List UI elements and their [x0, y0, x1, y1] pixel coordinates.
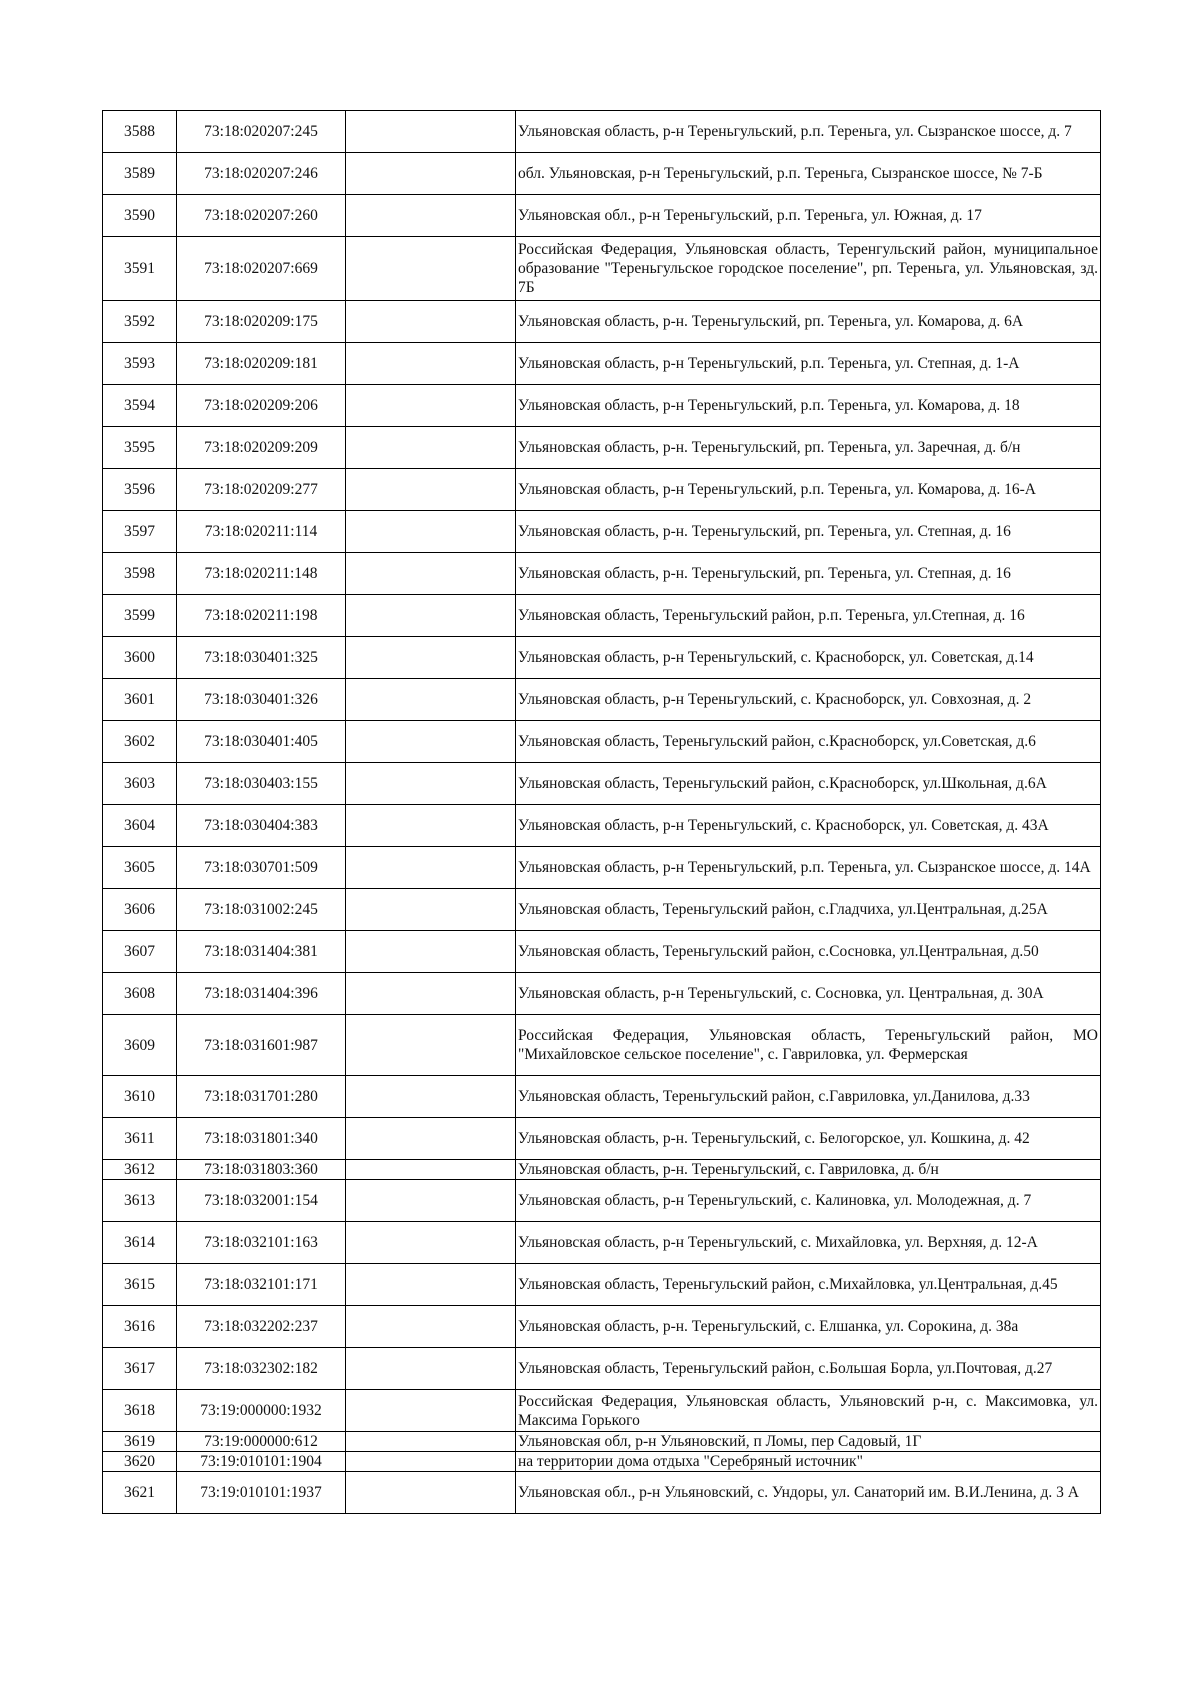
table-row — [103, 385, 1101, 427]
row-number: 3601 — [103, 679, 177, 721]
row-number: 3593 — [103, 343, 177, 385]
empty-cell — [346, 1306, 516, 1348]
table-row — [103, 1118, 1101, 1160]
address-cell: Ульяновская обл., р-н Тереньгульский, р.п. Тереньга, ул. Южная, д. 17 — [516, 195, 1101, 237]
row-number: 3589 — [103, 153, 177, 195]
cadastral-number: 73:18:030701:509 — [177, 847, 346, 889]
cadastral-number: 73:18:032202:237 — [177, 1306, 346, 1348]
cadastral-number: 73:18:020209:181 — [177, 343, 346, 385]
row-number: 3598 — [103, 553, 177, 595]
table-row — [103, 1160, 1101, 1180]
cadastral-number: 73:18:031002:245 — [177, 889, 346, 931]
table-row — [103, 1180, 1101, 1222]
empty-cell — [346, 343, 516, 385]
address-cell: Ульяновская область, Тереньгульский район, с.Большая Борла, ул.Почтовая, д.27 — [516, 1348, 1101, 1390]
table-row — [103, 111, 1101, 153]
cadastral-number: 73:18:020207:260 — [177, 195, 346, 237]
cadastral-number: 73:18:032001:154 — [177, 1180, 346, 1222]
row-number: 3612 — [103, 1160, 177, 1180]
empty-cell — [346, 1348, 516, 1390]
row-number: 3611 — [103, 1118, 177, 1160]
registry-body — [103, 111, 1101, 1514]
address-cell: Ульяновская область, р-н. Тереньгульский, рп. Тереньга, ул. Комарова, д. 6А — [516, 301, 1101, 343]
row-number: 3614 — [103, 1222, 177, 1264]
row-number: 3590 — [103, 195, 177, 237]
table-row — [103, 763, 1101, 805]
table-row — [103, 595, 1101, 637]
cadastral-number: 73:19:010101:1937 — [177, 1472, 346, 1514]
table-row — [103, 1452, 1101, 1472]
empty-cell — [346, 111, 516, 153]
empty-cell — [346, 679, 516, 721]
empty-cell — [346, 301, 516, 343]
table-row — [103, 1076, 1101, 1118]
cadastral-number: 73:18:030403:155 — [177, 763, 346, 805]
address-cell: Ульяновская обл., р-н Ульяновский, с. Ундоры, ул. Санаторий им. В.И.Ленина, д. 3 А — [516, 1472, 1101, 1514]
cadastral-number: 73:18:031404:396 — [177, 973, 346, 1015]
row-number: 3595 — [103, 427, 177, 469]
address-cell: Ульяновская область, р-н Тереньгульский, р.п. Тереньга, ул. Сызранское шоссе, д. 14А — [516, 847, 1101, 889]
address-cell: Ульяновская область, р-н. Тереньгульский, с. Елшанка, ул. Сорокина, д. 38а — [516, 1306, 1101, 1348]
empty-cell — [346, 931, 516, 973]
table-row — [103, 427, 1101, 469]
cadastral-number: 73:18:020207:245 — [177, 111, 346, 153]
address-cell: Ульяновская область, Тереньгульский район, с.Михайловка, ул.Центральная, д.45 — [516, 1264, 1101, 1306]
empty-cell — [346, 195, 516, 237]
cadastral-number: 73:18:020211:198 — [177, 595, 346, 637]
row-number: 3591 — [103, 237, 177, 301]
table-row — [103, 721, 1101, 763]
table-row — [103, 1264, 1101, 1306]
address-cell: Ульяновская область, р-н Тереньгульский, с. Красноборск, ул. Совхозная, д. 2 — [516, 679, 1101, 721]
address-cell: Ульяновская область, р-н Тереньгульский, р.п. Тереньга, ул. Комарова, д. 18 — [516, 385, 1101, 427]
empty-cell — [346, 889, 516, 931]
cadastral-number: 73:18:030404:383 — [177, 805, 346, 847]
empty-cell — [346, 1432, 516, 1452]
empty-cell — [346, 1390, 516, 1432]
registry-table — [102, 110, 1101, 1514]
row-number: 3609 — [103, 1015, 177, 1076]
empty-cell — [346, 805, 516, 847]
row-number: 3599 — [103, 595, 177, 637]
empty-cell — [346, 385, 516, 427]
empty-cell — [346, 847, 516, 889]
row-number: 3588 — [103, 111, 177, 153]
row-number: 3604 — [103, 805, 177, 847]
address-cell: Российская Федерация, Ульяновская область, Тереньгульский район, МО "Михайловское сельское поселение", с. Гавриловка, ул. Фермерская — [516, 1015, 1101, 1076]
address-cell: Ульяновская область, р-н Тереньгульский, с. Красноборск, ул. Советская, д.14 — [516, 637, 1101, 679]
address-cell: Ульяновская область, Тереньгульский район, с.Красноборск, ул.Советская, д.6 — [516, 721, 1101, 763]
table-row — [103, 343, 1101, 385]
row-number: 3613 — [103, 1180, 177, 1222]
table-row — [103, 153, 1101, 195]
cadastral-number: 73:18:030401:325 — [177, 637, 346, 679]
row-number: 3603 — [103, 763, 177, 805]
empty-cell — [346, 153, 516, 195]
row-number: 3606 — [103, 889, 177, 931]
table-row — [103, 847, 1101, 889]
empty-cell — [346, 1015, 516, 1076]
table-row — [103, 637, 1101, 679]
empty-cell — [346, 637, 516, 679]
address-cell: Российская Федерация, Ульяновская область, Теренгульский район, муниципальное образование "Тереньгульское городское поселение", рп. Тереньга, ул. Ульяновская, зд. 7Б — [516, 237, 1101, 301]
empty-cell — [346, 763, 516, 805]
row-number: 3597 — [103, 511, 177, 553]
row-number: 3602 — [103, 721, 177, 763]
table-row — [103, 1472, 1101, 1514]
cadastral-number: 73:18:030401:405 — [177, 721, 346, 763]
cadastral-number: 73:18:032302:182 — [177, 1348, 346, 1390]
row-number: 3617 — [103, 1348, 177, 1390]
row-number: 3621 — [103, 1472, 177, 1514]
address-cell: Ульяновская область, р-н. Тереньгульский, рп. Тереньга, ул. Заречная, д. б/н — [516, 427, 1101, 469]
row-number: 3610 — [103, 1076, 177, 1118]
table-row — [103, 469, 1101, 511]
cadastral-number: 73:18:020207:669 — [177, 237, 346, 301]
empty-cell — [346, 1118, 516, 1160]
row-number: 3619 — [103, 1432, 177, 1452]
table-row — [103, 195, 1101, 237]
address-cell: Ульяновская область, р-н Тереньгульский, с. Михайловка, ул. Верхняя, д. 12-А — [516, 1222, 1101, 1264]
empty-cell — [346, 427, 516, 469]
document-page — [102, 110, 1100, 1514]
address-cell: на территории дома отдыха "Серебряный источник" — [516, 1452, 1101, 1472]
table-row — [103, 1390, 1101, 1432]
table-row — [103, 805, 1101, 847]
table-row — [103, 1348, 1101, 1390]
empty-cell — [346, 1222, 516, 1264]
table-row — [103, 973, 1101, 1015]
address-cell: Ульяновская область, р-н Тереньгульский, р.п. Тереньга, ул. Комарова, д. 16-А — [516, 469, 1101, 511]
cadastral-number: 73:18:032101:163 — [177, 1222, 346, 1264]
cadastral-number: 73:18:031404:381 — [177, 931, 346, 973]
cadastral-number: 73:18:020211:114 — [177, 511, 346, 553]
empty-cell — [346, 973, 516, 1015]
empty-cell — [346, 1180, 516, 1222]
table-row — [103, 301, 1101, 343]
table-row — [103, 1306, 1101, 1348]
row-number: 3607 — [103, 931, 177, 973]
cadastral-number: 73:18:020209:175 — [177, 301, 346, 343]
row-number: 3608 — [103, 973, 177, 1015]
address-cell: Ульяновская область, р-н Тереньгульский, р.п. Тереньга, ул. Сызранское шоссе, д. 7 — [516, 111, 1101, 153]
cadastral-number: 73:18:020209:206 — [177, 385, 346, 427]
cadastral-number: 73:18:020209:277 — [177, 469, 346, 511]
row-number: 3615 — [103, 1264, 177, 1306]
empty-cell — [346, 1472, 516, 1514]
row-number: 3605 — [103, 847, 177, 889]
address-cell: Ульяновская обл, р-н Ульяновский, п Ломы, пер Садовый, 1Г — [516, 1432, 1101, 1452]
address-cell: Ульяновская область, Тереньгульский район, с.Гладчиха, ул.Центральная, д.25А — [516, 889, 1101, 931]
table-row — [103, 679, 1101, 721]
address-cell: Ульяновская область, р-н. Тереньгульский, рп. Тереньга, ул. Степная, д. 16 — [516, 553, 1101, 595]
address-cell: Ульяновская область, р-н Тереньгульский, с. Сосновка, ул. Центральная, д. 30А — [516, 973, 1101, 1015]
address-cell: Ульяновская область, р-н Тереньгульский, с. Красноборск, ул. Советская, д. 43А — [516, 805, 1101, 847]
address-cell: Ульяновская область, р-н Тереньгульский, с. Калиновка, ул. Молодежная, д. 7 — [516, 1180, 1101, 1222]
cadastral-number: 73:18:030401:326 — [177, 679, 346, 721]
address-cell: Ульяновская область, Тереньгульский район, с.Гавриловка, ул.Данилова, д.33 — [516, 1076, 1101, 1118]
cadastral-number: 73:18:031601:987 — [177, 1015, 346, 1076]
row-number: 3616 — [103, 1306, 177, 1348]
address-cell: Ульяновская область, Тереньгульский район, с.Красноборск, ул.Школьная, д.6А — [516, 763, 1101, 805]
address-cell: Ульяновская область, Тереньгульский район, с.Сосновка, ул.Центральная, д.50 — [516, 931, 1101, 973]
empty-cell — [346, 237, 516, 301]
address-cell: Российская Федерация, Ульяновская область, Ульяновский р-н, с. Максимовка, ул. Максима Горького — [516, 1390, 1101, 1432]
address-cell: Ульяновская область, р-н Тереньгульский, р.п. Тереньга, ул. Степная, д. 1-А — [516, 343, 1101, 385]
empty-cell — [346, 553, 516, 595]
cadastral-number: 73:18:032101:171 — [177, 1264, 346, 1306]
cadastral-number: 73:18:031803:360 — [177, 1160, 346, 1180]
row-number: 3594 — [103, 385, 177, 427]
table-row — [103, 931, 1101, 973]
address-cell: Ульяновская область, р-н. Тереньгульский, с. Гавриловка, д. б/н — [516, 1160, 1101, 1180]
table-row — [103, 1432, 1101, 1452]
table-row — [103, 553, 1101, 595]
cadastral-number: 73:18:020211:148 — [177, 553, 346, 595]
cadastral-number: 73:18:031701:280 — [177, 1076, 346, 1118]
address-cell: Ульяновская область, р-н. Тереньгульский, с. Белогорское, ул. Кошкина, д. 42 — [516, 1118, 1101, 1160]
empty-cell — [346, 1264, 516, 1306]
address-cell: обл. Ульяновская, р-н Тереньгульский, р.п. Тереньга, Сызранское шоссе, № 7-Б — [516, 153, 1101, 195]
cadastral-number: 73:19:000000:1932 — [177, 1390, 346, 1432]
empty-cell — [346, 511, 516, 553]
table-row — [103, 511, 1101, 553]
row-number: 3620 — [103, 1452, 177, 1472]
row-number: 3596 — [103, 469, 177, 511]
cadastral-number: 73:19:010101:1904 — [177, 1452, 346, 1472]
row-number: 3618 — [103, 1390, 177, 1432]
cadastral-number: 73:18:031801:340 — [177, 1118, 346, 1160]
address-cell: Ульяновская область, Тереньгульский район, р.п. Тереньга, ул.Степная, д. 16 — [516, 595, 1101, 637]
empty-cell — [346, 1452, 516, 1472]
empty-cell — [346, 721, 516, 763]
cadastral-number: 73:18:020209:209 — [177, 427, 346, 469]
table-row — [103, 237, 1101, 301]
empty-cell — [346, 1076, 516, 1118]
empty-cell — [346, 595, 516, 637]
cadastral-number: 73:18:020207:246 — [177, 153, 346, 195]
table-row — [103, 1015, 1101, 1076]
row-number: 3592 — [103, 301, 177, 343]
cadastral-number: 73:19:000000:612 — [177, 1432, 346, 1452]
empty-cell — [346, 469, 516, 511]
table-row — [103, 889, 1101, 931]
row-number: 3600 — [103, 637, 177, 679]
address-cell: Ульяновская область, р-н. Тереньгульский, рп. Тереньга, ул. Степная, д. 16 — [516, 511, 1101, 553]
empty-cell — [346, 1160, 516, 1180]
table-row — [103, 1222, 1101, 1264]
